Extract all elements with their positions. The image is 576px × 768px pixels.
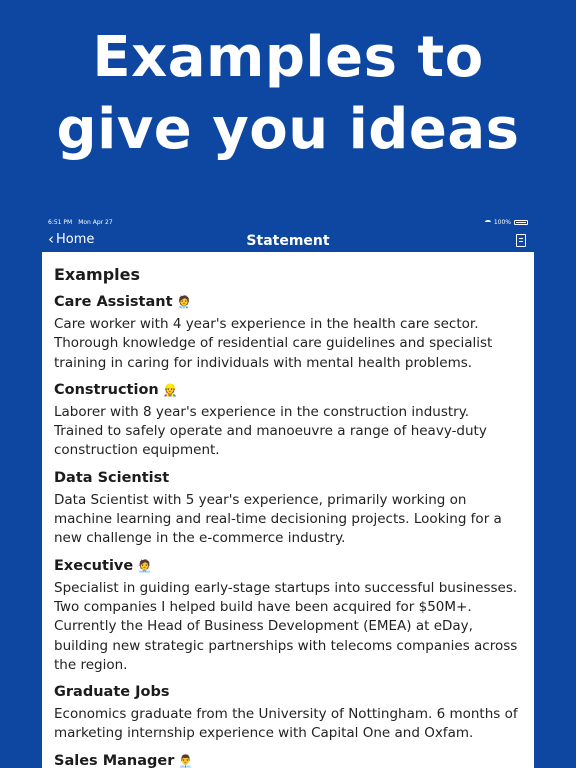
navigation-bar	[42, 230, 534, 252]
examples-content	[42, 252, 534, 768]
example-title	[54, 751, 522, 768]
chevron-left-icon: ‹	[48, 230, 54, 248]
example-title	[54, 292, 522, 312]
care-worker-emoji: 🧑‍⚕️	[176, 295, 192, 309]
status-date: Mon Apr 27	[78, 218, 113, 226]
page-title: Statement	[246, 233, 330, 249]
example-title	[54, 556, 522, 576]
example-title-text: Graduate Jobs	[54, 684, 170, 701]
device-screen	[42, 214, 534, 768]
back-button-label: Home	[56, 232, 95, 247]
back-button[interactable]	[48, 232, 94, 247]
construction-worker-emoji: 👷	[162, 382, 178, 397]
office-worker-emoji: 🧑‍💼	[137, 558, 153, 573]
status-bar	[42, 214, 534, 230]
example-text: Data Scientist with 5 year's experience, primarily working on machine learning and real-time decisioning projects. Looking for a new challenge in the e-commerce industry.	[54, 491, 502, 547]
example-item	[54, 556, 522, 675]
example-title-text: Construction	[54, 381, 159, 398]
hero-title	[0, 22, 576, 166]
example-item	[54, 292, 522, 373]
document-icon[interactable]	[516, 234, 526, 247]
businessman-emoji: 👨‍💼	[178, 753, 194, 768]
example-title	[54, 468, 522, 488]
battery-icon	[514, 220, 528, 225]
example-text: Care worker with 4 year's experience in the health care sector. Thorough knowledge of residential care guidelines and specialist training in caring for individuals with mental health problems.	[54, 316, 493, 371]
example-item	[54, 751, 522, 768]
example-title	[54, 682, 522, 702]
example-title	[54, 380, 522, 400]
hero-line-1: Examples to	[92, 25, 484, 90]
hero-line-2: give you ideas	[56, 97, 520, 162]
status-time: 6:51 PM	[48, 218, 73, 226]
example-title-text: Data Scientist	[54, 469, 170, 486]
section-heading: Examples	[54, 265, 141, 284]
example-title-text: Executive	[54, 557, 134, 574]
example-text: Laborer with 8 year's experience in the construction industry. Trained to safely operate and manoeuvre a range of heavy-duty construction equipment.	[54, 403, 487, 459]
example-item	[54, 468, 522, 549]
example-item	[54, 682, 522, 744]
example-text: Economics graduate from the University of Nottingham. 6 months of marketing internship experience with Capital One and Oxfam.	[54, 706, 518, 742]
wifi-icon	[485, 220, 491, 224]
example-title-text: Sales Manager	[54, 752, 175, 768]
example-text: Specialist in guiding early-stage startups into successful businesses. Two companies I helped build have been acquired for $50M+. Currently the Head of Business Development (EMEA) at eDay, building new strategic partnerships with telecoms companies across the region.	[54, 579, 518, 673]
example-item	[54, 380, 522, 461]
battery-percent: 100%	[493, 218, 511, 226]
example-title-text: Care Assistant	[54, 294, 173, 310]
